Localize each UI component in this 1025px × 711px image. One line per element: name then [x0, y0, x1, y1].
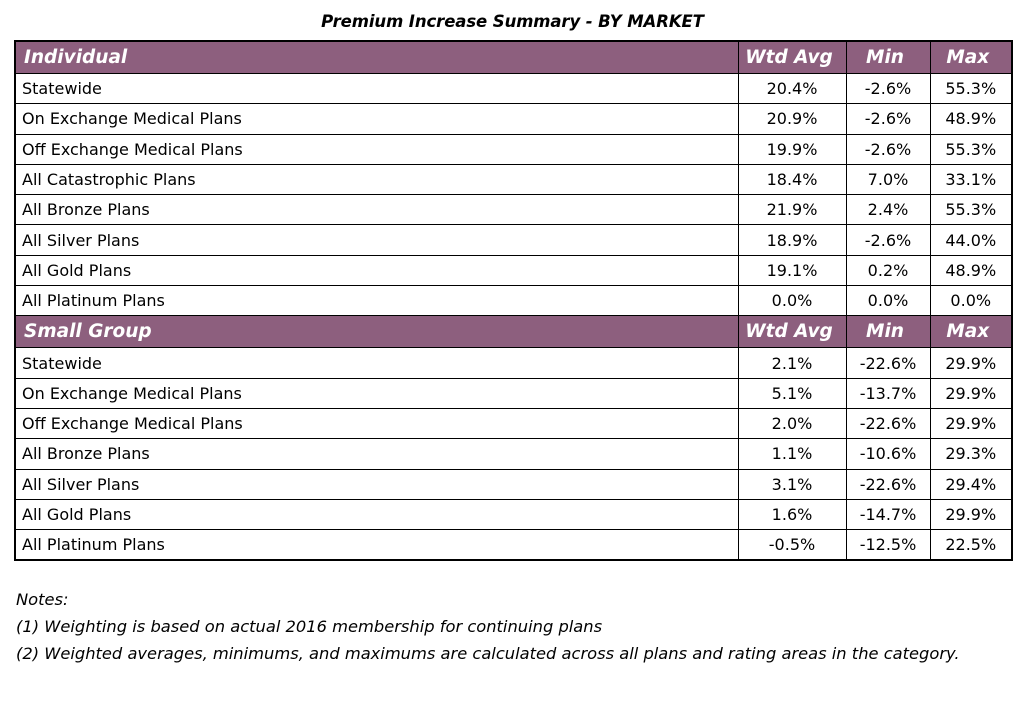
row-label: Statewide	[15, 74, 738, 104]
row-label: All Silver Plans	[15, 225, 738, 255]
cell-min: -22.6%	[846, 469, 930, 499]
column-header-max: Max	[930, 41, 1012, 74]
cell-min: 0.0%	[846, 286, 930, 316]
row-label: All Catastrophic Plans	[15, 164, 738, 194]
table-row	[15, 195, 1012, 225]
cell-wtd-avg: 20.4%	[738, 74, 846, 104]
table-row	[15, 439, 1012, 469]
column-header-min: Min	[846, 41, 930, 74]
table-row	[15, 134, 1012, 164]
row-label: Off Exchange Medical Plans	[15, 134, 738, 164]
cell-min: -12.5%	[846, 530, 930, 561]
cell-wtd-avg: 2.0%	[738, 408, 846, 438]
cell-max: 55.3%	[930, 134, 1012, 164]
cell-wtd-avg: 0.0%	[738, 286, 846, 316]
cell-min: -14.7%	[846, 499, 930, 529]
cell-max: 29.9%	[930, 499, 1012, 529]
cell-wtd-avg: 18.9%	[738, 225, 846, 255]
table-row	[15, 286, 1012, 316]
cell-max: 29.9%	[930, 348, 1012, 378]
table-row	[15, 74, 1012, 104]
row-label: All Gold Plans	[15, 499, 738, 529]
cell-min: -10.6%	[846, 439, 930, 469]
table-row	[15, 530, 1012, 561]
cell-max: 29.9%	[930, 378, 1012, 408]
cell-wtd-avg: 20.9%	[738, 104, 846, 134]
cell-wtd-avg: 1.6%	[738, 499, 846, 529]
note-item-2: (2) Weighted averages, minimums, and maximums are calculated across all plans and rating areas in the category.	[16, 644, 960, 664]
cell-max: 55.3%	[930, 74, 1012, 104]
cell-min: -2.6%	[846, 225, 930, 255]
cell-max: 29.9%	[930, 408, 1012, 438]
cell-wtd-avg: 1.1%	[738, 439, 846, 469]
cell-max: 55.3%	[930, 195, 1012, 225]
cell-max: 0.0%	[930, 286, 1012, 316]
cell-max: 33.1%	[930, 164, 1012, 194]
premium-increase-summary-table	[14, 40, 1013, 561]
row-label: All Bronze Plans	[15, 195, 738, 225]
cell-max: 44.0%	[930, 225, 1012, 255]
cell-min: -2.6%	[846, 104, 930, 134]
row-label: All Platinum Plans	[15, 286, 738, 316]
cell-min: 2.4%	[846, 195, 930, 225]
cell-max: 48.9%	[930, 255, 1012, 285]
cell-min: -13.7%	[846, 378, 930, 408]
cell-min: -2.6%	[846, 134, 930, 164]
table-row	[15, 408, 1012, 438]
table-row	[15, 348, 1012, 378]
cell-wtd-avg: 18.4%	[738, 164, 846, 194]
section-header-individual	[15, 41, 1012, 74]
cell-wtd-avg: 3.1%	[738, 469, 846, 499]
row-label: All Gold Plans	[15, 255, 738, 285]
table-row	[15, 164, 1012, 194]
column-header-max: Max	[930, 316, 1012, 348]
table-row	[15, 499, 1012, 529]
table-row	[15, 255, 1012, 285]
page-title: Premium Increase Summary - BY MARKET	[321, 12, 704, 31]
row-label: All Bronze Plans	[15, 439, 738, 469]
cell-wtd-avg: 19.1%	[738, 255, 846, 285]
column-header-min: Min	[846, 316, 930, 348]
notes-section	[14, 587, 1011, 668]
table-row	[15, 469, 1012, 499]
column-header-wtd-avg: Wtd Avg	[738, 316, 846, 348]
cell-wtd-avg: 19.9%	[738, 134, 846, 164]
table-row	[15, 378, 1012, 408]
cell-min: -2.6%	[846, 74, 930, 104]
cell-wtd-avg: 21.9%	[738, 195, 846, 225]
section-header-small-group	[15, 316, 1012, 348]
cell-min: 0.2%	[846, 255, 930, 285]
cell-wtd-avg: -0.5%	[738, 530, 846, 561]
section-title: Individual	[15, 41, 738, 74]
cell-max: 29.3%	[930, 439, 1012, 469]
row-label: All Platinum Plans	[15, 530, 738, 561]
table-row	[15, 104, 1012, 134]
note-item-1: (1) Weighting is based on actual 2016 membership for continuing plans	[16, 617, 603, 637]
row-label: All Silver Plans	[15, 469, 738, 499]
cell-min: -22.6%	[846, 408, 930, 438]
cell-max: 48.9%	[930, 104, 1012, 134]
row-label: On Exchange Medical Plans	[15, 104, 738, 134]
row-label: Statewide	[15, 348, 738, 378]
row-label: On Exchange Medical Plans	[15, 378, 738, 408]
table-row	[15, 225, 1012, 255]
cell-wtd-avg: 5.1%	[738, 378, 846, 408]
cell-max: 22.5%	[930, 530, 1012, 561]
cell-wtd-avg: 2.1%	[738, 348, 846, 378]
section-title: Small Group	[15, 316, 738, 348]
notes-heading: Notes:	[16, 590, 69, 610]
cell-min: 7.0%	[846, 164, 930, 194]
cell-max: 29.4%	[930, 469, 1012, 499]
column-header-wtd-avg: Wtd Avg	[738, 41, 846, 74]
row-label: Off Exchange Medical Plans	[15, 408, 738, 438]
cell-min: -22.6%	[846, 348, 930, 378]
